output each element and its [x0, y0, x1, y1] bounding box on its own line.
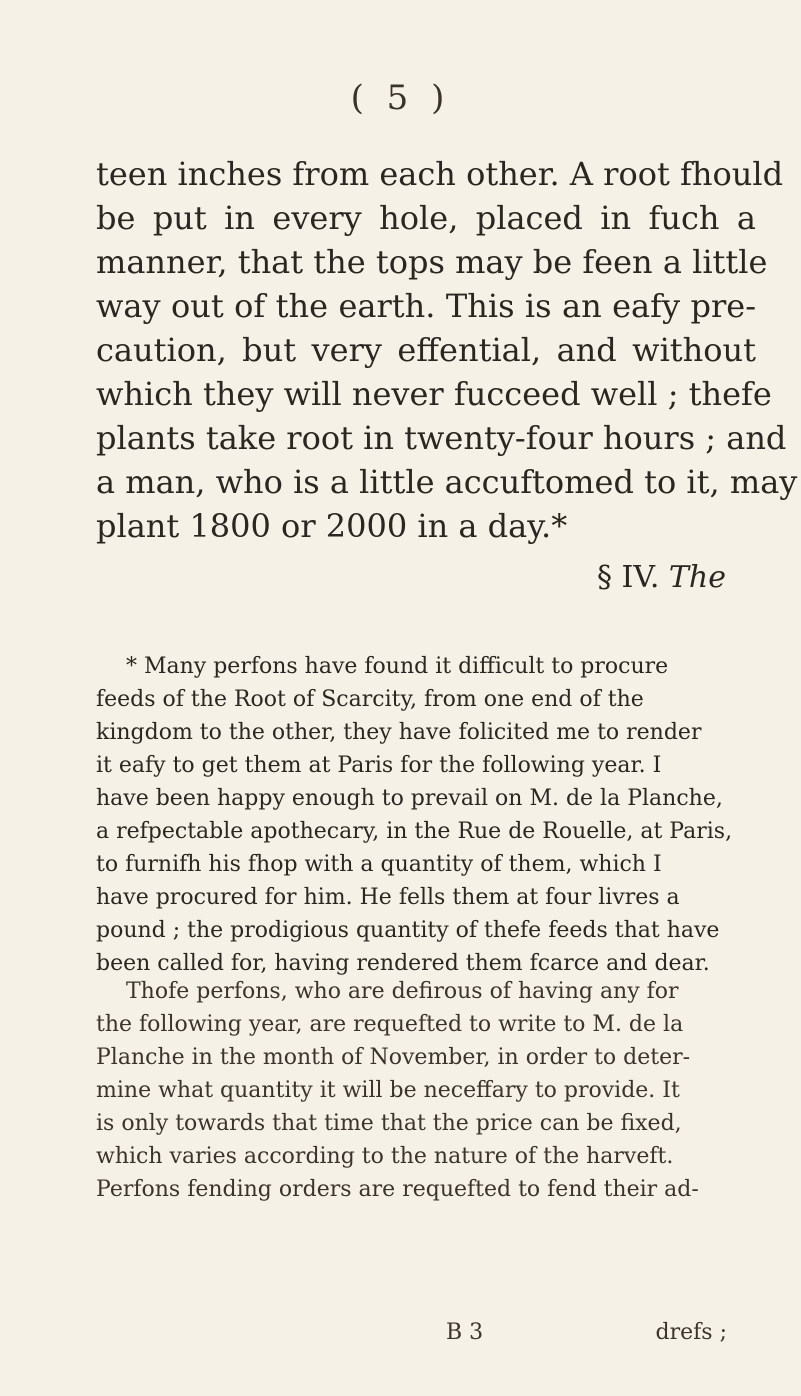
text-line: a man, who is a little accuftomed to it, may — [96, 463, 798, 501]
section-number: § IV. — [597, 560, 660, 595]
catchword: drefs ; — [655, 1320, 727, 1345]
text-line: teen inches from each other. A root fhould — [96, 155, 784, 193]
text-line: plants take root in twenty-four hours ; and — [96, 419, 787, 457]
footnote-line: Perfons fending orders are requefted to fend their ad- — [96, 1177, 699, 1202]
page-number-header: ( 5 ) — [350, 78, 451, 118]
footnote-line: a refpectable apothecary, in the Rue de Rouelle, at Paris, — [96, 819, 733, 844]
footnote-line: Planche in the month of November, in order to deter- — [96, 1045, 691, 1070]
text-line: manner, that the tops may be feen a little — [96, 243, 768, 281]
footnote-line: * Many perfons have found it difficult to procure — [126, 654, 669, 679]
text-line: which they will never fucceed well ; thefe — [96, 375, 772, 413]
footnote-line: have been happy enough to prevail on M. de la Planche, — [96, 786, 723, 811]
main-text — [96, 152, 798, 548]
footnote-line: pound ; the prodigious quantity of thefe feeds that have — [96, 918, 720, 943]
text-line: caution, but very effential, and without — [96, 331, 756, 369]
section-catchline — [597, 560, 726, 595]
footnote-line: is only towards that time that the price can be fixed, — [96, 1111, 682, 1136]
signature-mark: B 3 — [446, 1320, 484, 1345]
text-line: plant 1800 or 2000 in a day.* — [96, 507, 568, 545]
section-catchword: The — [668, 560, 726, 595]
footnote-line: Thofe perfons, who are defirous of having any for — [126, 979, 679, 1004]
footnote-line: feeds of the Root of Scarcity, from one end of the — [96, 687, 644, 712]
text-line: way out of the earth. This is an eafy pre- — [96, 287, 756, 325]
footnote-line: kingdom to the other, they have folicited me to render — [96, 720, 702, 745]
footnote-line: have procured for him. He fells them at four livres a — [96, 885, 680, 910]
footnote-line: the following year, are requefted to write to M. de la — [96, 1012, 684, 1037]
footnote-line: been called for, having rendered them fcarce and dear. — [96, 951, 710, 976]
footnote-line: which varies according to the nature of the harveft. — [96, 1144, 674, 1169]
text-line: be put in every hole, placed in fuch a — [96, 199, 756, 237]
footnote-line: it eafy to get them at Paris for the following year. I — [96, 753, 662, 778]
footnote-paragraph-2 — [96, 975, 760, 1206]
footnote — [96, 650, 760, 980]
footnote-line: mine what quantity it will be neceffary to provide. It — [96, 1078, 680, 1103]
footnote-line: to furnifh his fhop with a quantity of them, which I — [96, 852, 662, 877]
